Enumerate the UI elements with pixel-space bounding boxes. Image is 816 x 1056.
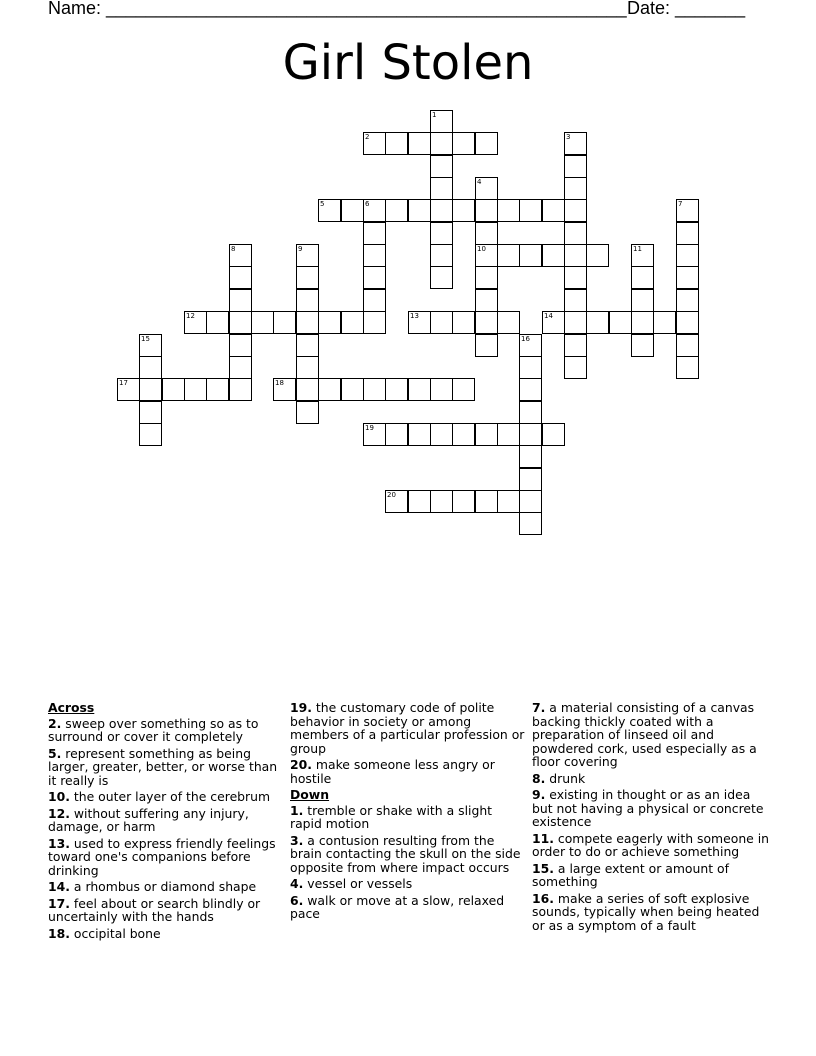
grid-cell[interactable] — [519, 356, 542, 379]
grid-cell[interactable] — [430, 490, 453, 513]
clue-down-8: 8. drunk — [532, 770, 586, 786]
grid-cell[interactable] — [519, 445, 542, 468]
grid-cell[interactable] — [631, 266, 654, 289]
grid-cell[interactable] — [139, 334, 162, 357]
grid-cell[interactable] — [296, 356, 319, 379]
grid-cell[interactable] — [363, 222, 386, 245]
grid-cell[interactable] — [273, 378, 296, 401]
grid-cell[interactable] — [296, 266, 319, 289]
grid-cell[interactable] — [564, 222, 587, 245]
grid-cell[interactable] — [139, 423, 162, 446]
clue-across-5: 5. represent something as being larger, greater, better, or worse than it really is — [48, 745, 278, 788]
grid-cell[interactable] — [229, 289, 252, 312]
grid-cell[interactable] — [497, 311, 520, 334]
clue-number: 18 — [275, 379, 284, 387]
grid-cell[interactable] — [475, 132, 498, 155]
grid-cell[interactable] — [430, 155, 453, 178]
grid-cell[interactable] — [519, 423, 542, 446]
grid-cell[interactable] — [318, 378, 341, 401]
clue-number: 11 — [633, 245, 642, 253]
grid-cell[interactable] — [631, 311, 654, 334]
grid-cell[interactable] — [296, 378, 319, 401]
clue-down-7: 7. a material consisting of a canvas backing thickly coated with a preparation of linseed oil and powdered cork, used especially as a floor covering — [532, 700, 757, 769]
grid-cell[interactable] — [564, 155, 587, 178]
clue-down-15: 15. a large extent or amount of something — [532, 860, 729, 889]
grid-cell[interactable] — [385, 490, 408, 513]
grid-cell[interactable] — [519, 244, 542, 267]
grid-cell[interactable] — [452, 132, 475, 155]
grid-cell[interactable] — [229, 378, 252, 401]
grid-cell[interactable] — [385, 199, 408, 222]
grid-cell[interactable] — [631, 289, 654, 312]
grid-cell[interactable] — [475, 222, 498, 245]
grid-cell[interactable] — [497, 423, 520, 446]
clue-across-12: 12. without suffering any injury, damage, or harm — [48, 805, 249, 834]
grid-cell[interactable] — [542, 423, 565, 446]
grid-cell[interactable] — [609, 311, 632, 334]
grid-cell[interactable] — [676, 334, 699, 357]
grid-cell[interactable] — [475, 177, 498, 200]
grid-cell[interactable] — [475, 199, 498, 222]
grid-cell[interactable] — [564, 244, 587, 267]
grid-cell[interactable] — [363, 199, 386, 222]
clue-number: 12 — [186, 312, 195, 320]
clue-across-2: 2. sweep over something so as to surround or cover it completely — [48, 715, 259, 744]
grid-cell[interactable] — [430, 177, 453, 200]
grid-cell[interactable] — [519, 512, 542, 535]
grid-cell[interactable] — [452, 490, 475, 513]
grid-cell[interactable] — [229, 266, 252, 289]
grid-cell[interactable] — [475, 311, 498, 334]
grid-cell[interactable] — [296, 289, 319, 312]
grid-cell[interactable] — [676, 244, 699, 267]
clue-down-3: 3. a contusion resulting from the brain contacting the skull on the side opposite from where impact occurs — [290, 832, 521, 875]
grid-cell[interactable] — [475, 289, 498, 312]
grid-cell[interactable] — [475, 423, 498, 446]
clue-across-18: 18. occipital bone — [48, 925, 161, 941]
grid-cell[interactable] — [385, 423, 408, 446]
grid-cell[interactable] — [430, 378, 453, 401]
grid-cell[interactable] — [251, 311, 274, 334]
grid-cell[interactable] — [564, 289, 587, 312]
grid-cell[interactable] — [430, 266, 453, 289]
grid-cell[interactable] — [475, 334, 498, 357]
grid-cell[interactable] — [430, 423, 453, 446]
grid-cell[interactable] — [229, 311, 252, 334]
grid-cell[interactable] — [408, 378, 431, 401]
grid-cell[interactable] — [430, 110, 453, 133]
grid-cell[interactable] — [430, 311, 453, 334]
grid-cell[interactable] — [564, 356, 587, 379]
grid-cell[interactable] — [408, 490, 431, 513]
grid-cell[interactable] — [117, 378, 140, 401]
grid-cell[interactable] — [676, 222, 699, 245]
grid-cell[interactable] — [631, 244, 654, 267]
clue-number: 7 — [678, 200, 683, 208]
grid-cell[interactable] — [564, 334, 587, 357]
grid-cell[interactable] — [139, 378, 162, 401]
grid-cell[interactable] — [452, 311, 475, 334]
clue-number: 2 — [365, 133, 370, 141]
grid-cell[interactable] — [385, 132, 408, 155]
clue-across-20: 20. make someone less angry or hostile — [290, 757, 495, 786]
grid-cell[interactable] — [564, 311, 587, 334]
grid-cell[interactable] — [341, 199, 364, 222]
grid-cell[interactable] — [341, 311, 364, 334]
clue-down-11: 11. compete eagerly with someone in order to do or achieve something — [532, 830, 770, 859]
grid-cell[interactable] — [206, 378, 229, 401]
grid-cell[interactable] — [564, 132, 587, 155]
clue-across-10: 10. the outer layer of the cerebrum — [48, 789, 271, 804]
clue-number: 17 — [119, 379, 128, 387]
clue-number: 15 — [141, 335, 150, 343]
grid-cell[interactable] — [139, 401, 162, 424]
name-field-label[interactable]: Name: ____________________________________________________ — [48, 0, 627, 18]
grid-cell[interactable] — [363, 311, 386, 334]
grid-cell[interactable] — [408, 423, 431, 446]
grid-cell[interactable] — [296, 401, 319, 424]
grid-cell[interactable] — [363, 378, 386, 401]
grid-cell[interactable] — [430, 132, 453, 155]
clue-number: 9 — [298, 245, 303, 253]
grid-cell[interactable] — [296, 244, 319, 267]
grid-cell[interactable] — [318, 311, 341, 334]
grid-cell[interactable] — [162, 378, 185, 401]
grid-cell[interactable] — [676, 199, 699, 222]
grid-cell[interactable] — [318, 199, 341, 222]
grid-cell[interactable] — [363, 244, 386, 267]
grid-cell[interactable] — [475, 244, 498, 267]
grid-cell[interactable] — [206, 311, 229, 334]
clue-number: 19 — [365, 424, 374, 432]
clue-number: 6 — [365, 200, 370, 208]
grid-cell[interactable] — [519, 334, 542, 357]
grid-cell[interactable] — [408, 199, 431, 222]
grid-cell[interactable] — [586, 311, 609, 334]
grid-cell[interactable] — [519, 468, 542, 491]
grid-cell[interactable] — [408, 311, 431, 334]
grid-cell[interactable] — [363, 266, 386, 289]
grid-cell[interactable] — [564, 177, 587, 200]
grid-cell[interactable] — [519, 401, 542, 424]
grid-cell[interactable] — [363, 289, 386, 312]
grid-cell[interactable] — [273, 311, 296, 334]
grid-cell[interactable] — [519, 378, 542, 401]
grid-cell[interactable] — [676, 289, 699, 312]
grid-cell[interactable] — [452, 423, 475, 446]
clue-number: 1 — [432, 111, 437, 119]
clue-number: 4 — [477, 178, 482, 186]
clue-down-6: 6. walk or move at a slow, relaxed pace — [290, 892, 505, 921]
grid-cell[interactable] — [363, 132, 386, 155]
grid-cell[interactable] — [229, 334, 252, 357]
clue-number: 16 — [521, 335, 530, 343]
grid-cell[interactable] — [430, 244, 453, 267]
grid-cell[interactable] — [184, 378, 207, 401]
clues-column-2 — [290, 701, 526, 924]
clue-across-14: 14. a rhombus or diamond shape — [48, 879, 257, 894]
grid-cell[interactable] — [475, 490, 498, 513]
grid-cell[interactable] — [497, 490, 520, 513]
puzzle-title: Girl Stolen — [282, 35, 534, 91]
grid-cell[interactable] — [452, 378, 475, 401]
clues-column-1 — [48, 701, 284, 943]
grid-cell[interactable] — [296, 334, 319, 357]
clue-across-13: 13. used to express friendly feelings toward one's companions before drinking — [48, 835, 276, 878]
clue-number: 8 — [231, 245, 236, 253]
clue-down-4: 4. vessel or vessels — [290, 876, 413, 891]
clue-down-9: 9. existing in thought or as an idea but not having a physical or concrete existence — [532, 787, 764, 829]
grid-cell[interactable] — [519, 199, 542, 222]
clue-number: 20 — [387, 491, 396, 499]
grid-cell[interactable] — [229, 356, 252, 379]
grid-cell[interactable] — [497, 244, 520, 267]
grid-cell[interactable] — [676, 356, 699, 379]
grid-cell[interactable] — [385, 378, 408, 401]
grid-cell[interactable] — [519, 490, 542, 513]
grid-cell[interactable] — [139, 356, 162, 379]
down-heading: Down — [290, 787, 330, 802]
date-field-label[interactable]: Date: _______ — [627, 0, 746, 18]
clue-across-17: 17. feel about or search blindly or uncertainly with the hands — [48, 895, 261, 924]
clue-number: 5 — [320, 200, 325, 208]
grid-cell[interactable] — [408, 132, 431, 155]
grid-cell[interactable] — [631, 334, 654, 357]
grid-cell[interactable] — [676, 266, 699, 289]
grid-cell[interactable] — [542, 244, 565, 267]
grid-cell[interactable] — [564, 199, 587, 222]
clue-down-16: 16. make a series of soft explosive sounds, typically when being heated or as a symptom of a fault — [532, 890, 760, 933]
grid-cell[interactable] — [676, 311, 699, 334]
across-heading: Across — [48, 700, 95, 715]
grid-cell[interactable] — [542, 311, 565, 334]
clues-column-3 — [532, 701, 772, 935]
clue-across-19: 19. the customary code of polite behavior in society or among members of a particular profession or group — [290, 700, 525, 756]
grid-cell[interactable] — [229, 244, 252, 267]
grid-cell[interactable] — [452, 199, 475, 222]
grid-cell[interactable] — [653, 311, 676, 334]
grid-cell[interactable] — [184, 311, 207, 334]
clue-number: 14 — [544, 312, 553, 320]
grid-cell[interactable] — [430, 222, 453, 245]
grid-cell[interactable] — [475, 266, 498, 289]
clue-number: 13 — [410, 312, 419, 320]
grid-cell[interactable] — [497, 199, 520, 222]
grid-cell[interactable] — [341, 378, 364, 401]
grid-cell[interactable] — [430, 199, 453, 222]
clue-down-1: 1. tremble or shake with a slight rapid motion — [290, 802, 493, 831]
grid-cell[interactable] — [586, 244, 609, 267]
clue-number: 3 — [566, 133, 571, 141]
grid-cell[interactable] — [542, 199, 565, 222]
grid-cell[interactable] — [564, 266, 587, 289]
grid-cell[interactable] — [296, 311, 319, 334]
grid-cell[interactable] — [363, 423, 386, 446]
clue-number: 10 — [477, 245, 486, 253]
